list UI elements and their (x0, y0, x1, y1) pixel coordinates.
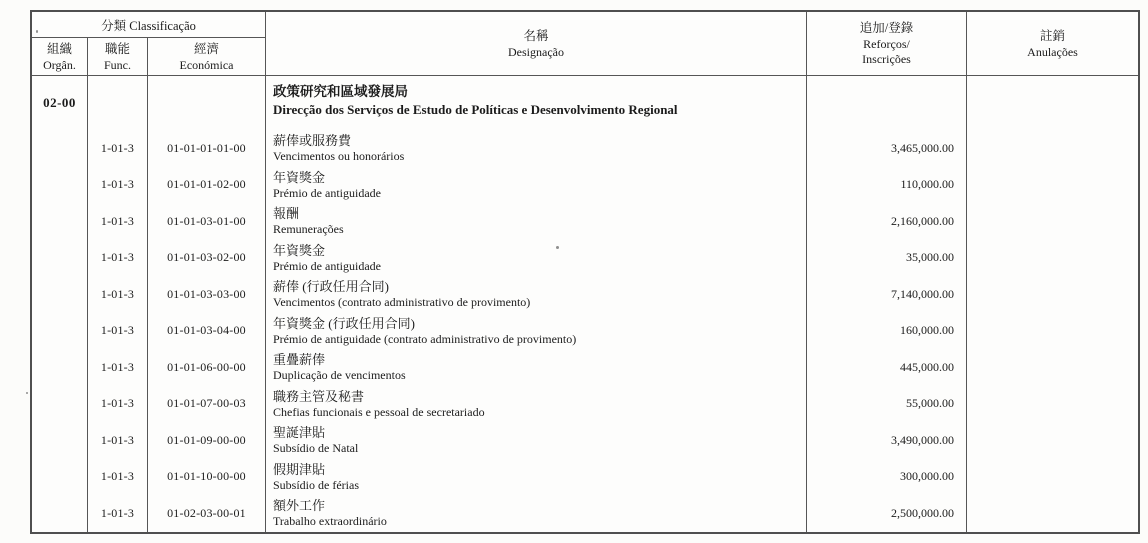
header-annulments (966, 12, 1138, 76)
item-amount: 3,465,000.00 (891, 140, 954, 155)
header-annulments-pt: Anulações (1027, 44, 1078, 59)
designation-column-rows (266, 130, 806, 532)
econ-code: 01-01-03-04-00 (167, 323, 246, 338)
item-annulment (967, 240, 1138, 277)
budget-table (30, 10, 1140, 534)
item-name (266, 203, 806, 240)
item-annulment (967, 203, 1138, 240)
scan-speck (556, 246, 559, 249)
item-annulment (967, 349, 1138, 386)
econ-code: 01-01-01-01-00 (167, 140, 246, 155)
econ-column (147, 76, 265, 532)
item-annulment (967, 276, 1138, 313)
func-code: 1-01-3 (100, 323, 135, 338)
header-classification (32, 12, 265, 38)
organ-column (32, 76, 87, 532)
item-name-pt: Prémio de antiguidade (273, 185, 381, 200)
func-code: 1-01-3 (100, 250, 135, 265)
item-amount: 300,000.00 (900, 469, 954, 484)
item-name-pt: Duplicação de vencimentos (273, 368, 406, 383)
item-name-pt: Trabalho extraordinário (273, 514, 387, 529)
item-name (266, 167, 806, 204)
item-name-zh: 年資獎金 (行政任用合同) (273, 315, 415, 331)
econ-code: 01-01-06-00-00 (167, 359, 246, 374)
item-annulment (967, 422, 1138, 459)
item-name-zh: 年資獎金 (273, 242, 326, 258)
item-name-pt: Chefias funcionais e pessoal de secretariado (273, 404, 485, 419)
section-title-zh: 政策研究和區域發展局 (273, 84, 408, 99)
annulments-column (966, 76, 1138, 532)
item-name-pt: Prémio de antiguidade (273, 258, 381, 273)
econ-code: 01-01-03-02-00 (167, 250, 246, 265)
item-amount: 2,160,000.00 (891, 213, 954, 228)
func-column (87, 76, 147, 532)
item-amount: 7,140,000.00 (891, 286, 954, 301)
func-code: 1-01-3 (100, 140, 135, 155)
func-column-rows (88, 130, 147, 532)
scan-speck (36, 30, 38, 33)
item-amount: 110,000.00 (900, 177, 954, 192)
item-name-pt: Prémio de antiguidade (contrato administrativo de provimento) (273, 331, 577, 346)
item-annulment (967, 130, 1138, 167)
item-name-zh: 職務主管及秘書 (273, 388, 365, 404)
item-name-zh: 聖誕津貼 (273, 425, 326, 441)
econ-column-rows (148, 130, 265, 532)
func-code: 1-01-3 (100, 213, 135, 228)
item-name-zh: 薪俸 (行政任用合同) (273, 279, 389, 295)
header-econ-zh: 經濟 (193, 41, 219, 56)
econ-section-space (148, 76, 265, 130)
func-code: 1-01-3 (100, 396, 135, 411)
header-econ-pt: Económica (179, 57, 234, 72)
header-annulments-zh: 註銷 (1039, 28, 1065, 43)
reinforcements-column (806, 76, 966, 532)
item-amount: 160,000.00 (900, 323, 954, 338)
func-code: 1-01-3 (100, 359, 135, 374)
item-name (266, 422, 806, 459)
item-name (266, 240, 806, 277)
item-name-zh: 年資獎金 (273, 169, 326, 185)
reinforcements-section-space (807, 76, 966, 130)
econ-code: 01-01-10-00-00 (167, 469, 246, 484)
annulments-section-space (967, 76, 1138, 130)
item-amount: 55,000.00 (906, 396, 954, 411)
section-title (266, 76, 806, 130)
item-name-zh: 重疊薪俸 (273, 352, 326, 368)
header-organ-pt: Orgân. (43, 57, 76, 72)
item-amount: 35,000.00 (906, 250, 954, 265)
item-name (266, 386, 806, 423)
func-code: 1-01-3 (100, 469, 135, 484)
econ-code: 01-01-03-03-00 (167, 286, 246, 301)
item-annulment (967, 167, 1138, 204)
item-name-zh: 額外工作 (273, 498, 326, 514)
header-designation-zh: 名稱 (523, 28, 549, 43)
item-name-pt: Vencimentos (contrato administrativo de provimento) (273, 295, 531, 310)
header-classification-label: 分類 Classificação (101, 18, 196, 33)
header-econ (147, 38, 265, 76)
header-func-pt: Func. (104, 57, 131, 72)
header-func (87, 38, 147, 76)
item-name-pt: Remunerações (273, 222, 344, 237)
designation-column (265, 76, 806, 532)
item-name-pt: Subsídio de férias (273, 477, 359, 492)
item-annulment (967, 459, 1138, 496)
item-name-zh: 假期津貼 (273, 461, 326, 477)
item-annulment (967, 495, 1138, 532)
econ-code: 01-01-03-01-00 (167, 213, 246, 228)
reinforcements-column-rows (807, 130, 966, 532)
func-code: 1-01-3 (100, 286, 135, 301)
func-code: 1-01-3 (100, 432, 135, 447)
item-name (266, 313, 806, 350)
header-designation-pt: Designação (508, 44, 564, 59)
header-reinforcements-pt1: Reforços/ (863, 37, 910, 51)
item-name-zh: 薪俸或服務費 (273, 133, 352, 149)
item-name (266, 276, 806, 313)
header-reinforcements-zh: 追加/登錄 (859, 21, 914, 35)
header-organ (32, 38, 87, 76)
scan-speck (26, 392, 28, 394)
header-reinforcements (806, 12, 966, 76)
item-name-pt: Vencimentos ou honorários (273, 149, 405, 164)
item-name (266, 495, 806, 532)
header-designation (265, 12, 806, 76)
annulments-column-rows (967, 130, 1138, 532)
item-name (266, 459, 806, 496)
item-name-zh: 報酬 (273, 206, 300, 222)
econ-code: 01-01-07-00-03 (167, 396, 246, 411)
econ-code: 01-02-03-00-01 (167, 505, 246, 520)
item-name (266, 130, 806, 167)
item-amount: 3,490,000.00 (891, 432, 954, 447)
func-code: 1-01-3 (100, 505, 135, 520)
header-func-zh: 職能 (104, 41, 130, 56)
item-amount: 2,500,000.00 (891, 505, 954, 520)
econ-code: 01-01-01-02-00 (167, 177, 246, 192)
item-annulment (967, 313, 1138, 350)
organ-code: 02-00 (43, 95, 76, 110)
item-annulment (967, 386, 1138, 423)
header-organ-zh: 組織 (46, 41, 72, 56)
item-name (266, 349, 806, 386)
item-name-pt: Subsídio de Natal (273, 441, 359, 456)
header-reinforcements-pt2: Inscrições (862, 52, 911, 66)
section-title-pt: Direcção dos Serviços de Estudo de Políticas e Desenvolvimento Regional (273, 102, 678, 117)
func-section-space (88, 76, 147, 130)
func-code: 1-01-3 (100, 177, 135, 192)
item-amount: 445,000.00 (900, 359, 954, 374)
econ-code: 01-01-09-00-00 (167, 432, 246, 447)
